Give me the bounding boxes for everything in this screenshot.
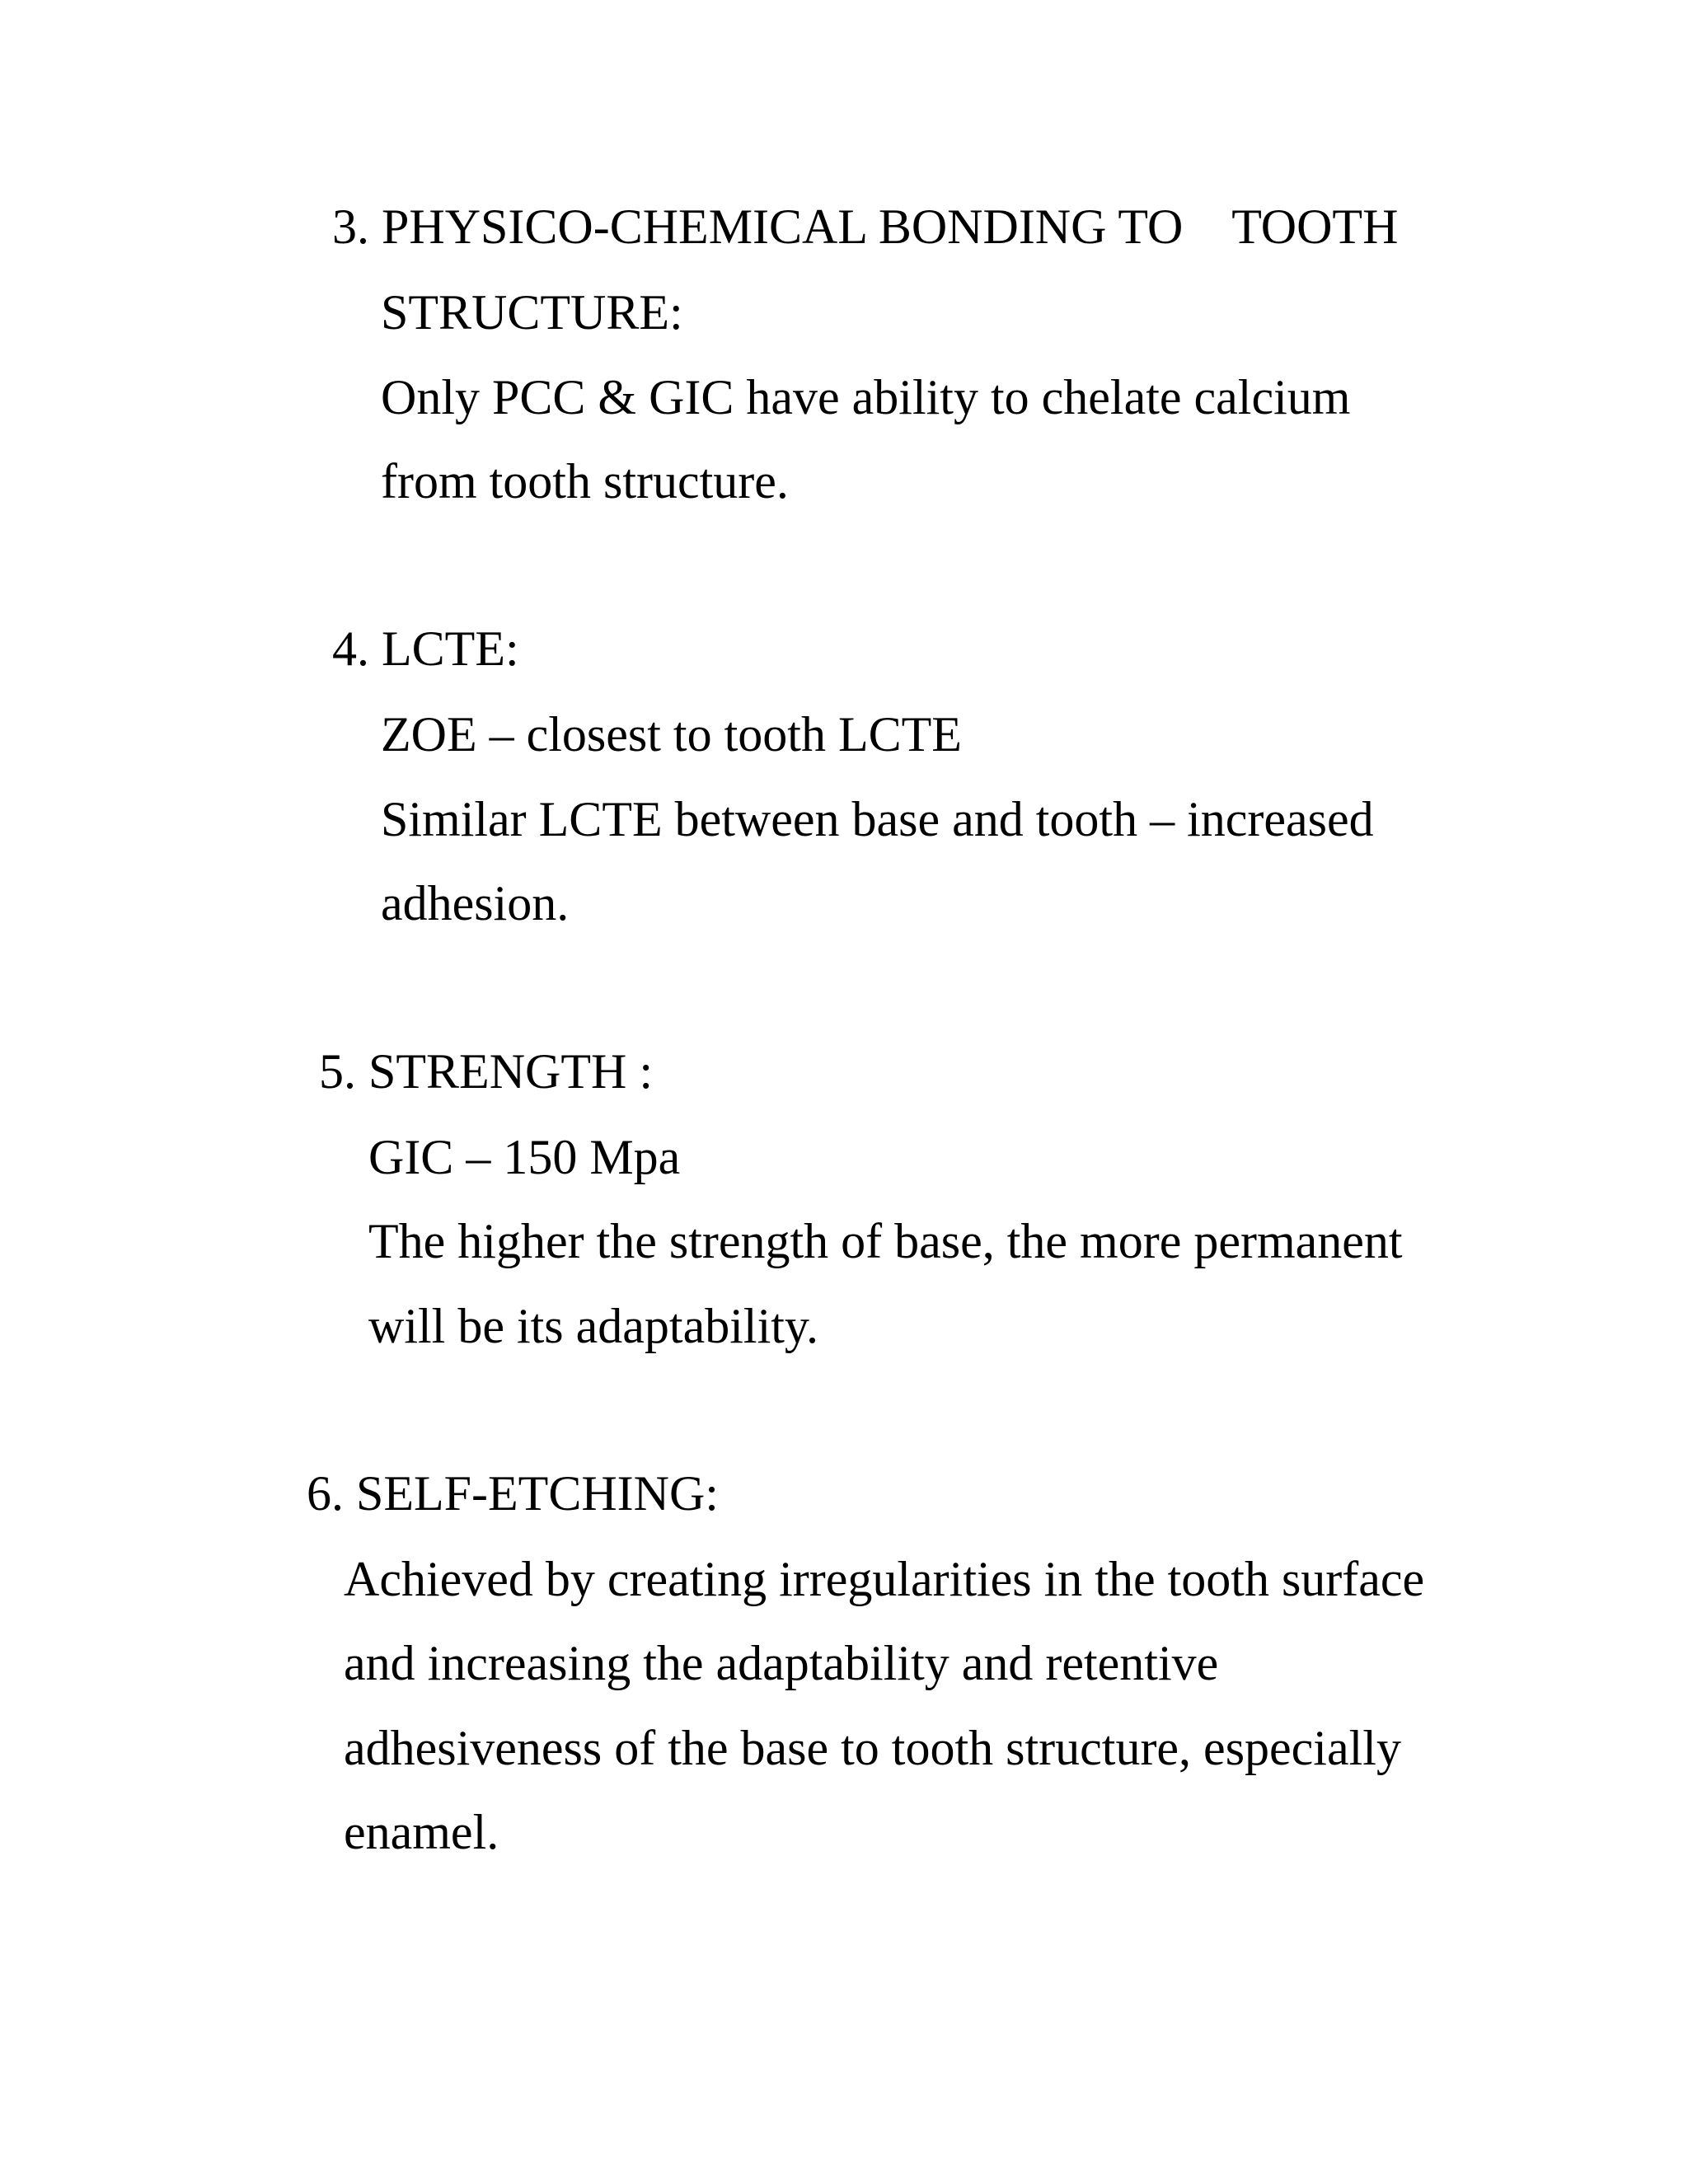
section-text-line: adhesion. <box>381 876 570 930</box>
section-heading: 3. PHYSICO-CHEMICAL BONDING TO TOOTH <box>332 199 1399 254</box>
section-heading: 6. SELF-ETCHING: <box>307 1466 719 1521</box>
section-text-line: and increasing the adaptability and retentive <box>344 1636 1219 1690</box>
section-text-line: The higher the strength of base, the more permanent <box>368 1214 1403 1268</box>
section-text-line: Only PCC & GIC have ability to chelate calcium <box>381 370 1351 424</box>
section-text-line: from tooth structure. <box>381 454 789 509</box>
section-text-line: ZOE – closest to tooth LCTE <box>381 707 962 762</box>
section-text-line: will be its adaptability. <box>368 1299 819 1353</box>
section-text-line: STRUCTURE: <box>381 285 683 340</box>
section-text-line: adhesiveness of the base to tooth structure, especially <box>344 1721 1401 1775</box>
section-heading: 5. STRENGTH : <box>319 1044 653 1099</box>
section-text-line: enamel. <box>344 1805 499 1859</box>
section-text-line: Similar LCTE between base and tooth – increased <box>381 792 1374 846</box>
section-text-line: GIC – 150 Mpa <box>368 1130 681 1184</box>
section-heading: 4. LCTE: <box>332 621 519 676</box>
section-text-line: Achieved by creating irregularities in the tooth surface <box>344 1552 1425 1606</box>
